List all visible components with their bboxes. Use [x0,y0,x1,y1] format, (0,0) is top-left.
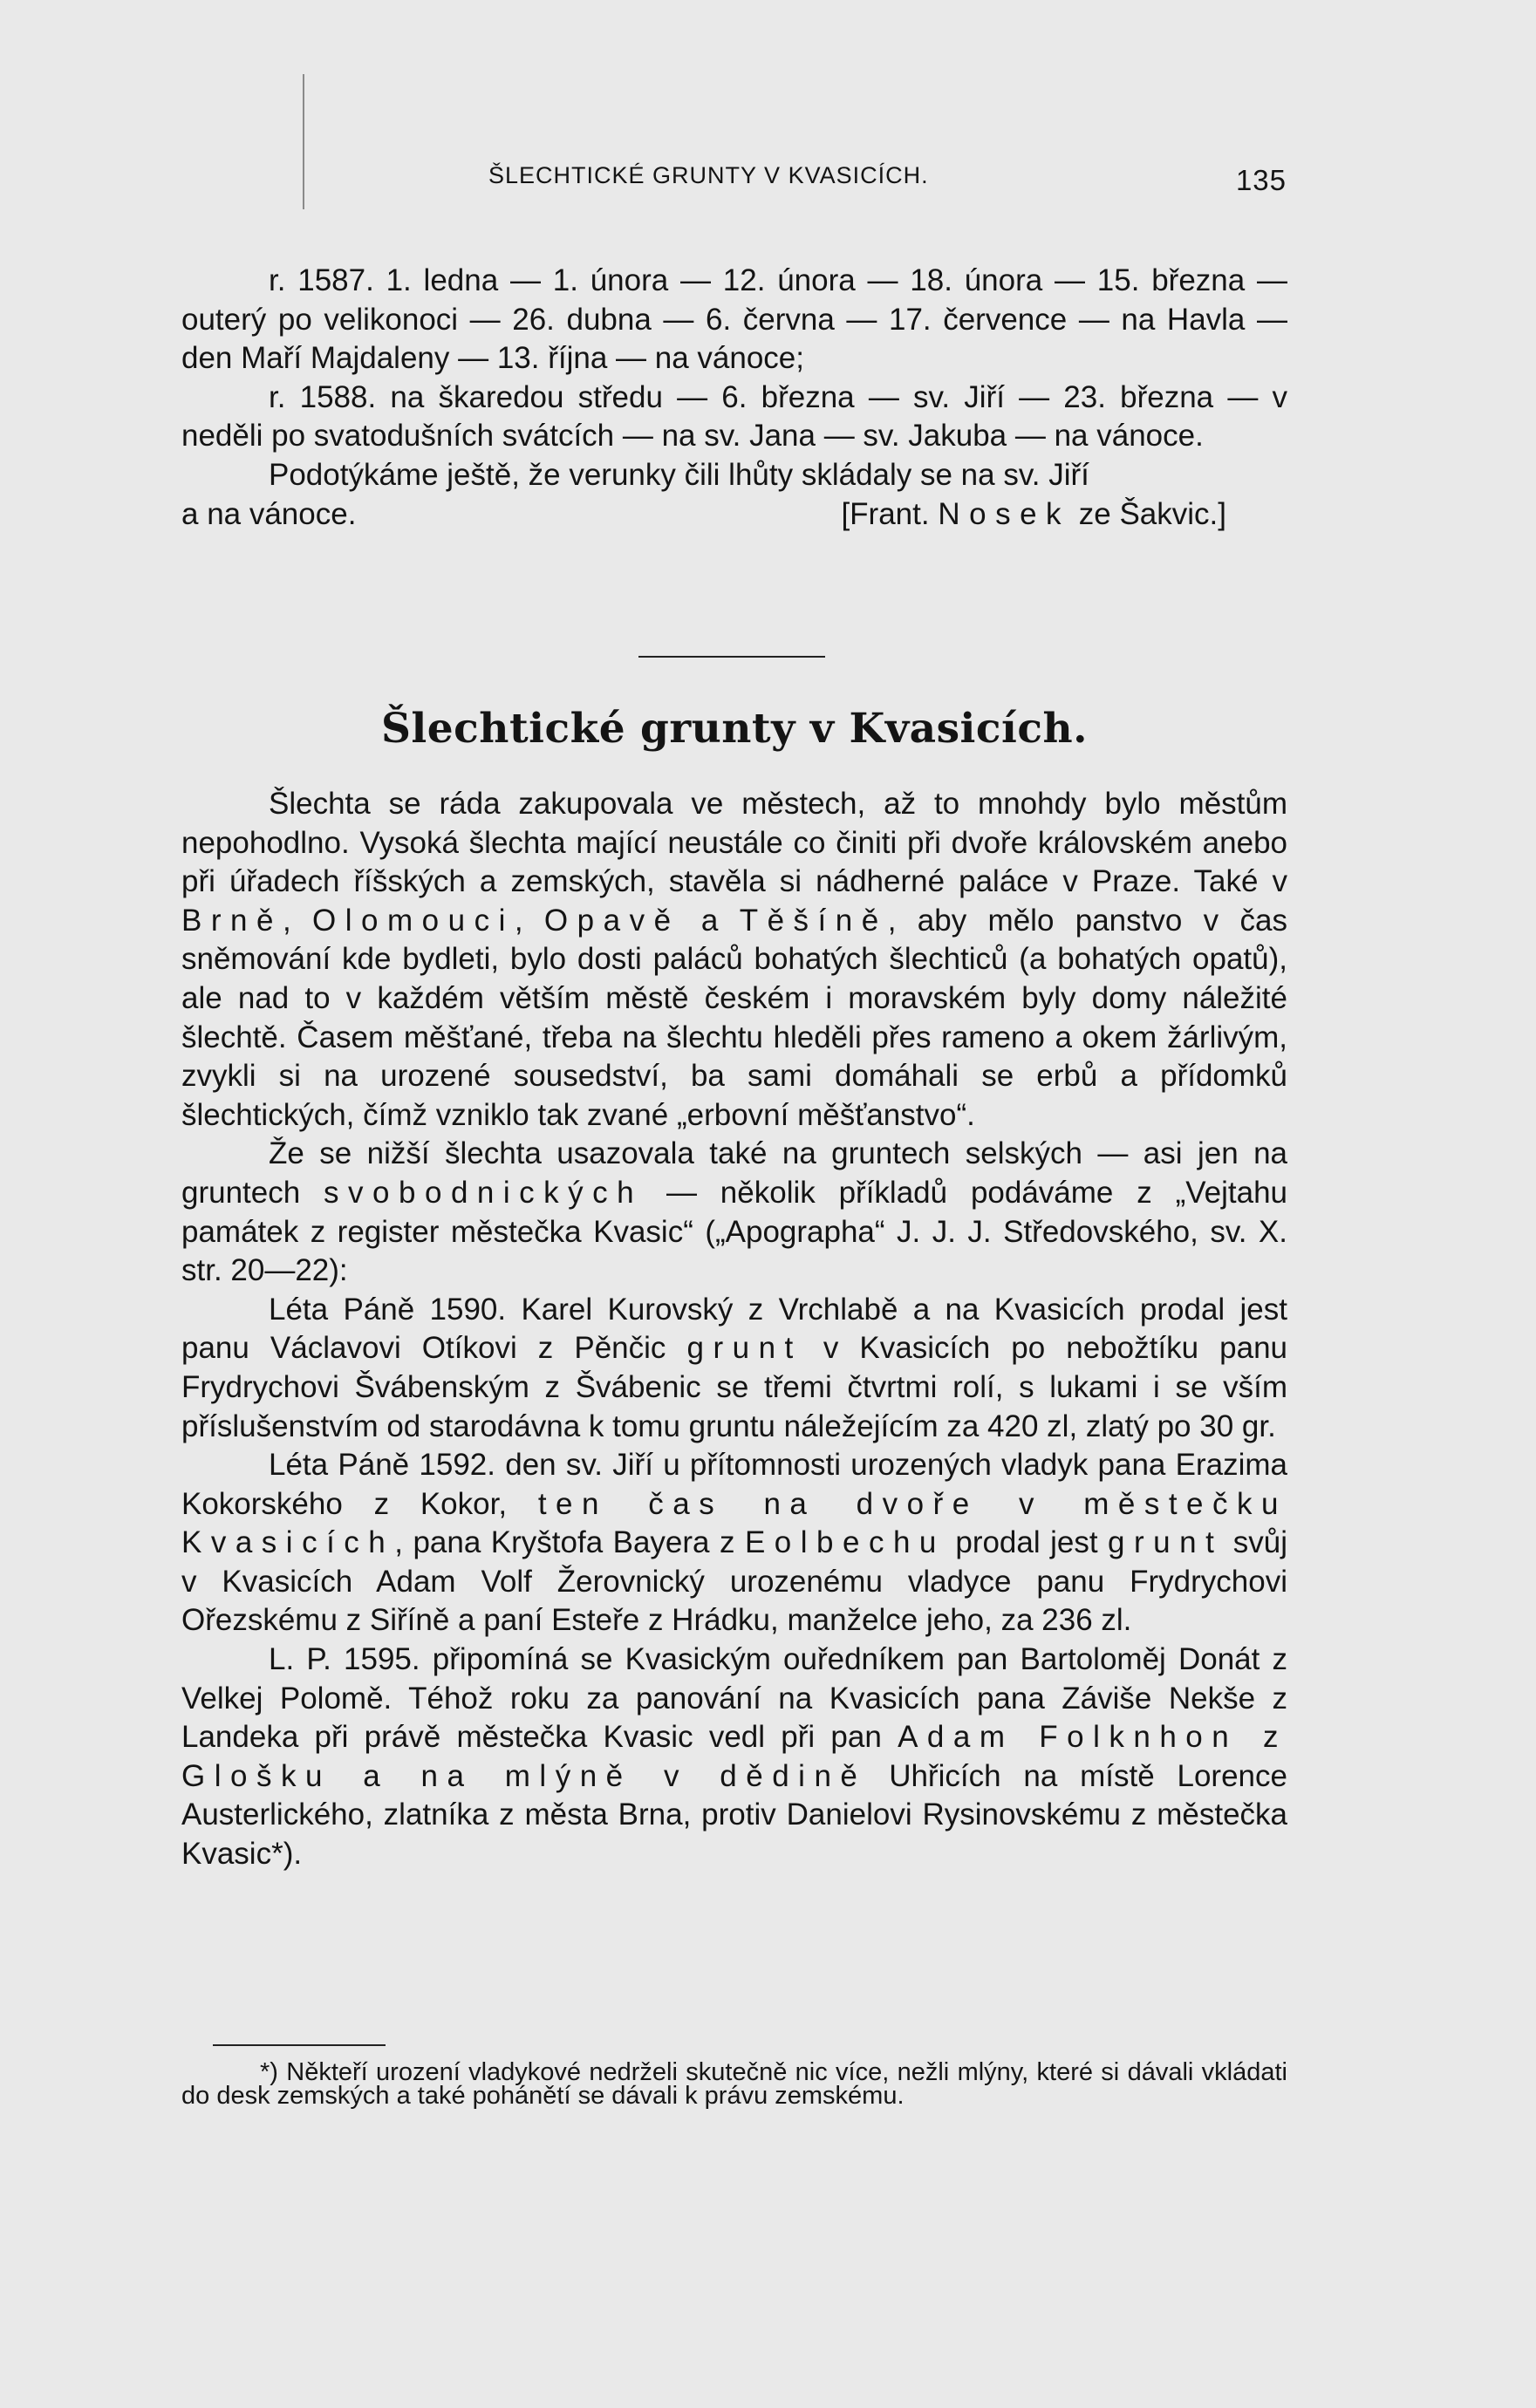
signature-name: Nosek [938,496,1071,531]
scan-artifact-line [303,74,304,209]
paragraph-2: Že se nižší šlechta usazovala také na gruntech selských — asi jen na gruntech svobodnických — několik příkladů podáváme z „Vejtahu památek z register městečka Kvasic“ („Apographa“ J. J. J. Středovského, sv. X. str. 20—22): [181,1136,1287,1288]
dates-section [181,262,1287,534]
paragraph-3: Léta Páně 1590. Karel Kurovský z Vrchlabě a na Kvasicích prodal jest panu Václavovi Otíkovi z Pěnčic grunt v Kvasicích po nebožtíku panu Frydrychovi Švábenským z Švábenic se třemi čtvrtmi rolí, s lukami i se vším příslušenstvím od starodávna k tomu gruntu náležejícím za 420 zl, zlatý po 30 gr. [181,1292,1287,1443]
paragraph-4: Léta Páně 1592. den sv. Jiří u přítomnosti urozených vladyk pana Erazima Kokorského z Kokor, ten čas na dvoře v městečku Kvasicích, pana Kryštofa Bayera z Eolbechu prodal jest grunt svůj v Kvasicích Adam Volf Žerovnický urozenému vladyce panu Frydrychovi Ořezskému z Siříně a paní Esteře z Hrádku, manželce jeho, za 236 zl. [181,1448,1288,1638]
footnote-text: *) Někteří urození vladykové nedrželi skutečně nic více, nežli mlýny, které si dávali vkládati do desk zemských a také pohánětí se dávali k právu zemskému. [181,2058,1287,2110]
page-number: 135 [1235,164,1287,196]
paragraph-1: Šlechta se ráda zakupovala ve městech, až to mnohdy bylo městům nepohodlno. Vysoká šlechta mající neustále co činiti při dvoře královském anebo při úřadech říšských a zemských, stavěla si nádherné paláce v Praze. Také v Brně, Olomouci, Opavě a Těšíně, aby mělo panstvo v čas sněmování kde bydleti, bylo dosti paláců bohatých šlechticů (a bohatých opatů), ale nad to v každém větším městě českém i moravském byly domy náležité šlechtě. Časem měšťané, třeba na šlechtu hleděli přes rameno a okem žárlivým, zvykli si na urozené sousedství, ba sami domáhali se erbů a přídomků šlechtických, čímž vzniklo tak zvané „erbovní měšťanstvo“. [181,787,1287,1132]
remark-paragraph: Podotýkáme ještě, že verunky čili lhůty skládaly se na sv. Jiří [269,457,1089,492]
remark-signature-line [181,495,1287,535]
section-divider [638,656,825,658]
section-heading: Šlechtické grunty v Kvasicích. [380,705,1089,753]
remark-end: a na vánoce. [181,496,357,531]
article-body [181,785,1287,1874]
signature: [Frant. Nosek ze Šakvic.] [841,496,1226,531]
paragraph-5: L. P. 1595. připomíná se Kvasickým ouředníkem pan Bartoloměj Donát z Velkej Polomě. Téhož roku za panování na Kvasicích pana Záviše Nekše z Landeka při právě městečka Kvasic vedl při pan Adam Folknhon z Glošku a na mlýně v dědině Uhřicích na místě Lorence Austerlického, zlatníka z města Brna, protiv Danielovi Rysinovskému z městečka Kvasic*). [181,1642,1287,1872]
running-title: ŠLECHTICKÉ GRUNTY V KVASICÍCH. [488,162,929,188]
footnote [181,2058,1287,2110]
footnote-divider [213,2044,386,2046]
dates-1588: r. 1588. na škaredou středu — 6. března — sv. Jiří — 23. března — v neděli po svatodušních svátcích — na sv. Jana — sv. Jakuba — na vánoce. [181,379,1287,454]
dates-1587: r. 1587. 1. ledna — 1. února — 12. února — 18. února — 15. března — outerý po velikonoci — 26. dubna — 6. června — 17. července — na Havla — den Maří Majdaleny — 13. října — na vánoce; [181,263,1287,376]
